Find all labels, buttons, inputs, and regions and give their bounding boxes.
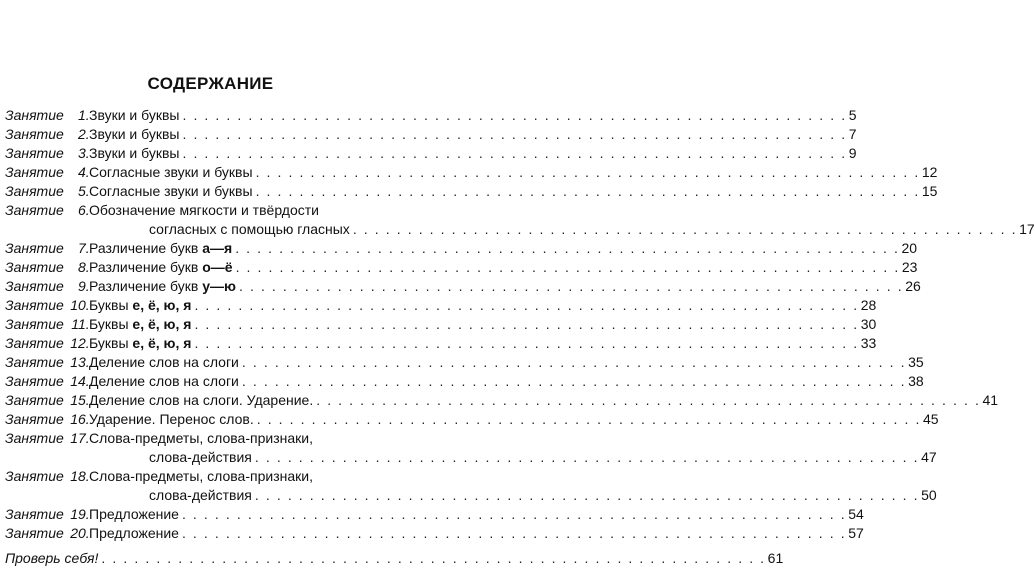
page-number: 15	[921, 183, 938, 199]
page-number: 28	[860, 297, 877, 313]
lesson-number: 19.	[70, 506, 90, 522]
page-number: 33	[860, 335, 877, 351]
toc-entry	[5, 315, 877, 334]
entry-title-text: Ударение. Перенос слов.	[89, 411, 254, 427]
page-number: 26	[905, 278, 921, 294]
entry-title	[89, 391, 316, 410]
lesson-number: 18.	[70, 468, 90, 484]
lesson-word: Занятие	[5, 183, 64, 199]
lesson-prefix	[5, 315, 90, 334]
lesson-number: 5.	[78, 183, 90, 199]
entry-title	[89, 467, 316, 486]
lesson-prefix	[5, 125, 90, 144]
page-number: 12	[921, 164, 938, 180]
toc-entry	[5, 505, 864, 524]
entry-title-text: Предложение	[89, 506, 179, 522]
toc-entry-continuation	[5, 220, 1035, 239]
entry-title-text: Согласные звуки и буквы	[89, 164, 253, 180]
dot-leader: . . . . . . . . . . . . . . . . . . . . . . . . . . . . . . . . . . . . . . . . . . . . . . . . . . . . . . . . . . . . .	[182, 145, 847, 161]
lesson-prefix	[5, 334, 90, 353]
toc-entry	[5, 524, 864, 543]
entry-line	[89, 220, 1035, 239]
lesson-prefix	[5, 239, 90, 258]
dot-leader: . . . . . . . . . . . . . . . . . . . . . . . . . . . . . . . . . . . . . . . . . . . . . . . . . . . . . . . . . . . . .	[235, 240, 900, 256]
lesson-word: Занятие	[5, 392, 64, 408]
lesson-number: 3.	[78, 145, 90, 161]
dot-leader: . . . . . . . . . . . . . . . . . . . . . . . . . . . . . . . . . . . . . . . . . . . . . . . . . . . . . . . . . . . . .	[254, 449, 920, 465]
page-number: 41	[982, 392, 999, 408]
entry-title-text: Согласные звуки и буквы	[89, 183, 253, 199]
entry-title-text: Предложение	[89, 525, 179, 541]
lesson-prefix	[5, 467, 90, 486]
dot-leader: . . . . . . . . . . . . . . . . . . . . . . . . . . . . . . . . . . . . . . . . . . . . . . . . . . . . . . . . . . . . .	[235, 259, 900, 275]
lesson-word: Занятие	[5, 259, 64, 275]
dot-leader: . . . . . . . . . . . . . . . . . . . . . . . . . . . . . . . . . . . . . . . . . . . . . . . . . . . . . . . . . . . . .	[254, 487, 920, 503]
entry-title-text: Различение букв	[89, 259, 203, 275]
entry-title	[89, 239, 235, 258]
self-check-title: Проверь себя!	[5, 550, 99, 566]
entry-line	[89, 106, 857, 125]
dot-leader: . . . . . . . . . . . . . . . . . . . . . . . . . . . . . . . . . . . . . . . . . . . . . . . . . . . . . . . . . . . . .	[238, 278, 904, 294]
dot-leader: . . . . . . . . . . . . . . . . . . . . . . . . . . . . . . . . . . . . . . . . . . . . . . . . . . . . . . . . . . . . .	[182, 107, 847, 123]
lesson-word: Занятие	[5, 278, 64, 294]
lesson-number: 20.	[70, 525, 90, 541]
page-number: 38	[908, 373, 924, 389]
toc-entry-continuation	[5, 486, 937, 505]
entry-title	[89, 277, 239, 296]
entry-title-text: Буквы	[89, 297, 133, 313]
lesson-number: 1.	[78, 107, 90, 123]
entry-title-text: Слова-предметы, слова-признаки,	[89, 468, 313, 484]
lesson-number: 4.	[78, 164, 90, 180]
entry-title-bold: у—ю	[202, 278, 236, 294]
entry-title-bold: е, ё, ю, я	[132, 297, 192, 313]
lesson-word: Занятие	[5, 354, 64, 370]
lesson-number: 6.	[78, 202, 90, 218]
entry-title	[89, 201, 322, 220]
entry-title	[89, 429, 316, 448]
toc-entry	[5, 125, 857, 144]
entry-title	[89, 353, 242, 372]
lesson-word: Занятие	[5, 430, 64, 446]
lesson-prefix	[5, 353, 90, 372]
lesson-number: 16.	[70, 411, 90, 427]
lesson-number: 15.	[70, 392, 90, 408]
entry-title-bold: о—ё	[202, 259, 233, 275]
lesson-number: 12.	[70, 335, 90, 351]
toc-entry	[5, 467, 415, 486]
lesson-number: 9.	[78, 278, 90, 294]
entry-line	[89, 353, 924, 372]
lesson-word: Занятие	[5, 506, 64, 522]
lesson-prefix	[5, 410, 90, 429]
lesson-word: Занятие	[5, 335, 64, 351]
entry-title	[89, 144, 182, 163]
lesson-number: 13.	[70, 354, 90, 370]
entry-title-text: Звуки и буквы	[89, 107, 180, 123]
entry-title-text: Звуки и буквы	[89, 145, 180, 161]
entry-line	[89, 163, 938, 182]
page-number: 7	[848, 126, 857, 142]
entry-line	[89, 315, 877, 334]
entry-title-text: Деление слов на слоги. Ударение.	[89, 392, 314, 408]
toc-entry	[5, 353, 924, 372]
entry-line	[89, 258, 918, 277]
dot-leader: . . . . . . . . . . . . . . . . . . . . . . . . . . . . . . . . . . . . . . . . . . . . . . . . . . . . . . . . . . . . .	[181, 525, 847, 541]
lesson-prefix	[5, 429, 90, 448]
dot-leader: . . . . . . . . . . . . . . . . . . . . . . . . . . . . . . . . . . . . . . . . . . . . . . . . . . . . . . . . . . . . .	[194, 316, 859, 332]
toc-entry	[5, 106, 857, 125]
entry-title	[89, 410, 257, 429]
lesson-word: Занятие	[5, 373, 64, 389]
lesson-number: 8.	[78, 259, 90, 275]
entry-line	[5, 549, 784, 568]
lesson-prefix	[5, 372, 90, 391]
lesson-number: 11.	[71, 316, 90, 332]
dot-leader: . . . . . . . . . . . . . . . . . . . . . . . . . . . . . . . . . . . . . . . . . . . . . . . . . . . . . . . . . . . . .	[256, 411, 921, 427]
page-number: 45	[922, 411, 939, 427]
lesson-word: Занятие	[5, 145, 64, 161]
lesson-word: Занятие	[5, 297, 64, 313]
entry-title-text: Различение букв	[89, 278, 203, 294]
entry-title-continued: согласных с помощью гласных	[149, 221, 350, 237]
entry-title	[89, 315, 194, 334]
lesson-prefix	[5, 524, 90, 543]
toc-entry	[5, 391, 999, 410]
entry-title	[89, 163, 256, 182]
page-number: 61	[767, 550, 784, 566]
lesson-word: Занятие	[5, 411, 64, 427]
toc-entry	[5, 144, 857, 163]
lesson-number: 14.	[70, 373, 90, 389]
dot-leader: . . . . . . . . . . . . . . . . . . . . . . . . . . . . . . . . . . . . . . . . . . . . . . . . . . . . . . . . . . . . .	[182, 126, 847, 142]
entry-title	[89, 524, 182, 543]
page-number: 54	[848, 506, 864, 522]
lesson-number: 17.	[70, 430, 90, 446]
page-number: 47	[921, 449, 937, 465]
lesson-number: 10.	[70, 297, 90, 313]
toc-entry	[5, 372, 924, 391]
dot-leader: . . . . . . . . . . . . . . . . . . . . . . . . . . . . . . . . . . . . . . . . . . . . . . . . . . . . . . . . . . . . .	[352, 221, 1018, 237]
entry-title-text: Буквы	[89, 335, 133, 351]
entry-title-text: Различение букв	[89, 240, 203, 256]
lesson-number: 2.	[78, 126, 90, 142]
dot-leader: . . . . . . . . . . . . . . . . . . . . . . . . . . . . . . . . . . . . . . . . . . . . . . . . . . . . . . . . . . . . .	[181, 506, 847, 522]
dot-leader: . . . . . . . . . . . . . . . . . . . . . . . . . . . . . . . . . . . . . . . . . . . . . . . . . . . . . . . . . . . . .	[194, 335, 859, 351]
entry-line	[89, 277, 921, 296]
entry-title	[89, 372, 242, 391]
entry-title-text: Деление слов на слоги	[89, 354, 239, 370]
entry-line	[89, 505, 864, 524]
entry-title-text: Слова-предметы, слова-признаки,	[89, 430, 313, 446]
entry-title-text: Обозначение мягкости и твёрдости	[89, 202, 319, 218]
entry-title-bold: е, ё, ю, я	[132, 316, 192, 332]
page-number: 35	[908, 354, 924, 370]
entry-title	[89, 182, 256, 201]
entry-line	[89, 144, 857, 163]
page-number: 20	[901, 240, 918, 256]
dot-leader: . . . . . . . . . . . . . . . . . . . . . . . . . . . . . . . . . . . . . . . . . . . . . . . . . . . . . . . . . . . . .	[255, 164, 920, 180]
toc-entry	[5, 334, 877, 353]
lesson-word: Занятие	[5, 240, 64, 256]
lesson-prefix	[5, 505, 90, 524]
dot-leader: . . . . . . . . . . . . . . . . . . . . . . . . . . . . . . . . . . . . . . . . . . . . . . . . . . . . . . . . . . . . .	[101, 550, 766, 566]
entry-line	[89, 429, 415, 448]
entry-title-bold: а—я	[202, 240, 233, 256]
lesson-number: 7.	[78, 240, 90, 256]
entry-line	[89, 182, 938, 201]
page-number: 17	[1019, 221, 1035, 237]
entry-line	[89, 524, 864, 543]
dot-leader: . . . . . . . . . . . . . . . . . . . . . . . . . . . . . . . . . . . . . . . . . . . . . . . . . . . . . . . . . . . . .	[241, 373, 907, 389]
toc-entry	[5, 296, 877, 315]
entry-title	[89, 125, 182, 144]
dot-leader: . . . . . . . . . . . . . . . . . . . . . . . . . . . . . . . . . . . . . . . . . . . . . . . . . . . . . . . . . . . . .	[241, 354, 907, 370]
entry-title-text: Буквы	[89, 316, 133, 332]
entry-title	[89, 334, 194, 353]
lesson-word: Занятие	[5, 202, 64, 218]
entry-line	[89, 296, 877, 315]
entry-line	[89, 467, 415, 486]
toc-entry	[5, 277, 921, 296]
entry-line	[89, 486, 937, 505]
page-number: 5	[848, 107, 857, 123]
toc-entry	[5, 201, 415, 220]
entry-title-text: Звуки и буквы	[89, 126, 180, 142]
entry-line	[89, 372, 924, 391]
entry-line	[89, 201, 415, 220]
lesson-word: Занятие	[5, 468, 64, 484]
page-number: 50	[921, 487, 937, 503]
page-number: 9	[848, 145, 857, 161]
lesson-prefix	[5, 106, 90, 125]
entry-line	[89, 410, 939, 429]
page-number: 30	[860, 316, 877, 332]
dot-leader: . . . . . . . . . . . . . . . . . . . . . . . . . . . . . . . . . . . . . . . . . . . . . . . . . . . . . . . . . . . . .	[194, 297, 859, 313]
entry-line	[89, 125, 857, 144]
lesson-prefix	[5, 258, 90, 277]
toc-entry	[5, 182, 938, 201]
entry-line	[89, 334, 877, 353]
lesson-prefix	[5, 296, 90, 315]
dot-leader: . . . . . . . . . . . . . . . . . . . . . . . . . . . . . . . . . . . . . . . . . . . . . . . . . . . . . . . . . . . . .	[316, 392, 981, 408]
entry-line	[89, 448, 937, 467]
lesson-word: Занятие	[5, 316, 64, 332]
toc-list	[5, 106, 1035, 568]
toc-entry	[5, 239, 918, 258]
toc-entry-continuation	[5, 448, 937, 467]
lesson-word: Занятие	[5, 164, 64, 180]
lesson-word: Занятие	[5, 126, 64, 142]
self-check-entry	[5, 549, 784, 568]
entry-title	[89, 505, 182, 524]
entry-line	[89, 391, 999, 410]
lesson-prefix	[5, 391, 90, 410]
entry-title-continued: слова-действия	[149, 449, 252, 465]
lesson-prefix	[5, 144, 90, 163]
toc-entry	[5, 163, 938, 182]
entry-title-bold: е, ё, ю, я	[132, 335, 192, 351]
entry-title	[89, 106, 182, 125]
toc-entry	[5, 258, 918, 277]
lesson-word: Занятие	[5, 107, 64, 123]
entry-title	[89, 258, 236, 277]
entry-title	[89, 296, 194, 315]
toc-entry	[5, 410, 939, 429]
dot-leader: . . . . . . . . . . . . . . . . . . . . . . . . . . . . . . . . . . . . . . . . . . . . . . . . . . . . . . . . . . . . .	[255, 183, 920, 199]
lesson-prefix	[5, 182, 90, 201]
page-number: 23	[901, 259, 918, 275]
lesson-prefix	[5, 201, 90, 220]
lesson-word: Занятие	[5, 525, 64, 541]
page-number: 57	[848, 525, 864, 541]
entry-title-continued: слова-действия	[149, 487, 252, 503]
toc-heading: СОДЕРЖАНИЕ	[147, 74, 274, 93]
lesson-prefix	[5, 277, 90, 296]
entry-title-text: Деление слов на слоги	[89, 373, 239, 389]
entry-line	[89, 239, 918, 258]
toc-entry	[5, 429, 415, 448]
lesson-prefix	[5, 163, 90, 182]
